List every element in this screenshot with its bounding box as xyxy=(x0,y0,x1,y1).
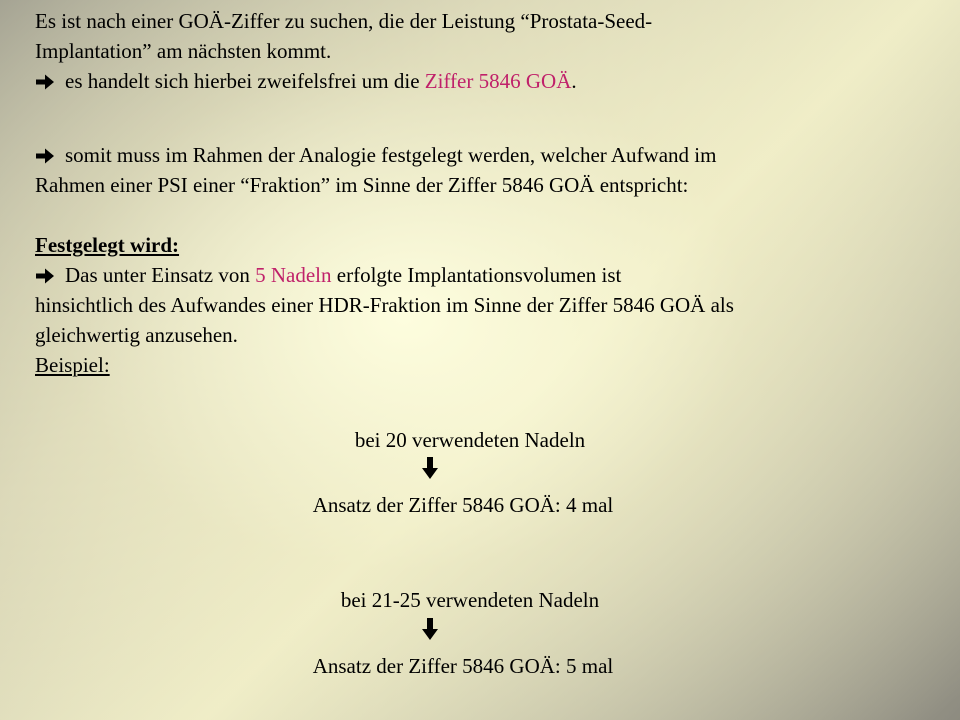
example-2-result: Ansatz der Ziffer 5846 GOÄ: 5 mal xyxy=(312,654,614,678)
ziffer-highlight: Ziffer 5846 GOÄ xyxy=(424,69,572,93)
example-1-condition: bei 20 verwendeten Nadeln xyxy=(354,428,586,452)
intro-line-3 xyxy=(35,66,935,96)
intro-line-1: Es ist nach einer GOÄ-Ziffer zu suchen, die der Leistung “Prostata-Seed- xyxy=(35,9,653,33)
down-arrow-icon xyxy=(421,617,439,641)
right-arrow-icon xyxy=(35,73,57,91)
down-arrow-icon xyxy=(421,456,439,480)
intro-paragraph xyxy=(35,6,935,96)
analogy-line-2: Rahmen einer PSI einer “Fraktion” im Sinne der Ziffer 5846 GOÄ entspricht: xyxy=(35,173,689,197)
intro-line-3-text: es handelt sich hierbei zweifelsfrei um die xyxy=(65,69,425,93)
decision-line-1-text: Das unter Einsatz von xyxy=(65,263,256,287)
analogy-line-1-text: somit muss im Rahmen der Analogie festgelegt werden, welcher Aufwand im xyxy=(65,143,717,167)
nadeln-highlight: 5 Nadeln xyxy=(255,263,332,287)
example-label: Beispiel: xyxy=(35,353,110,377)
example-2-condition: bei 21-25 verwendeten Nadeln xyxy=(340,588,600,612)
decision-paragraph xyxy=(35,230,935,380)
decision-line-1-end: erfolgte Implantationsvolumen ist xyxy=(331,263,622,287)
intro-line-2: Implantation” am nächsten kommt. xyxy=(35,39,332,63)
decision-heading: Festgelegt wird: xyxy=(35,233,180,257)
decision-line-1 xyxy=(35,260,935,290)
right-arrow-icon xyxy=(35,147,57,165)
right-arrow-icon xyxy=(35,267,57,285)
decision-line-3: gleichwertig anzusehen. xyxy=(35,323,238,347)
analogy-paragraph xyxy=(35,140,935,200)
analogy-line-1 xyxy=(35,140,935,170)
decision-line-2: hinsichtlich des Aufwandes einer HDR-Fraktion im Sinne der Ziffer 5846 GOÄ als xyxy=(35,293,734,317)
example-1-result: Ansatz der Ziffer 5846 GOÄ: 4 mal xyxy=(312,493,614,517)
intro-line-3-end: . xyxy=(571,69,577,93)
